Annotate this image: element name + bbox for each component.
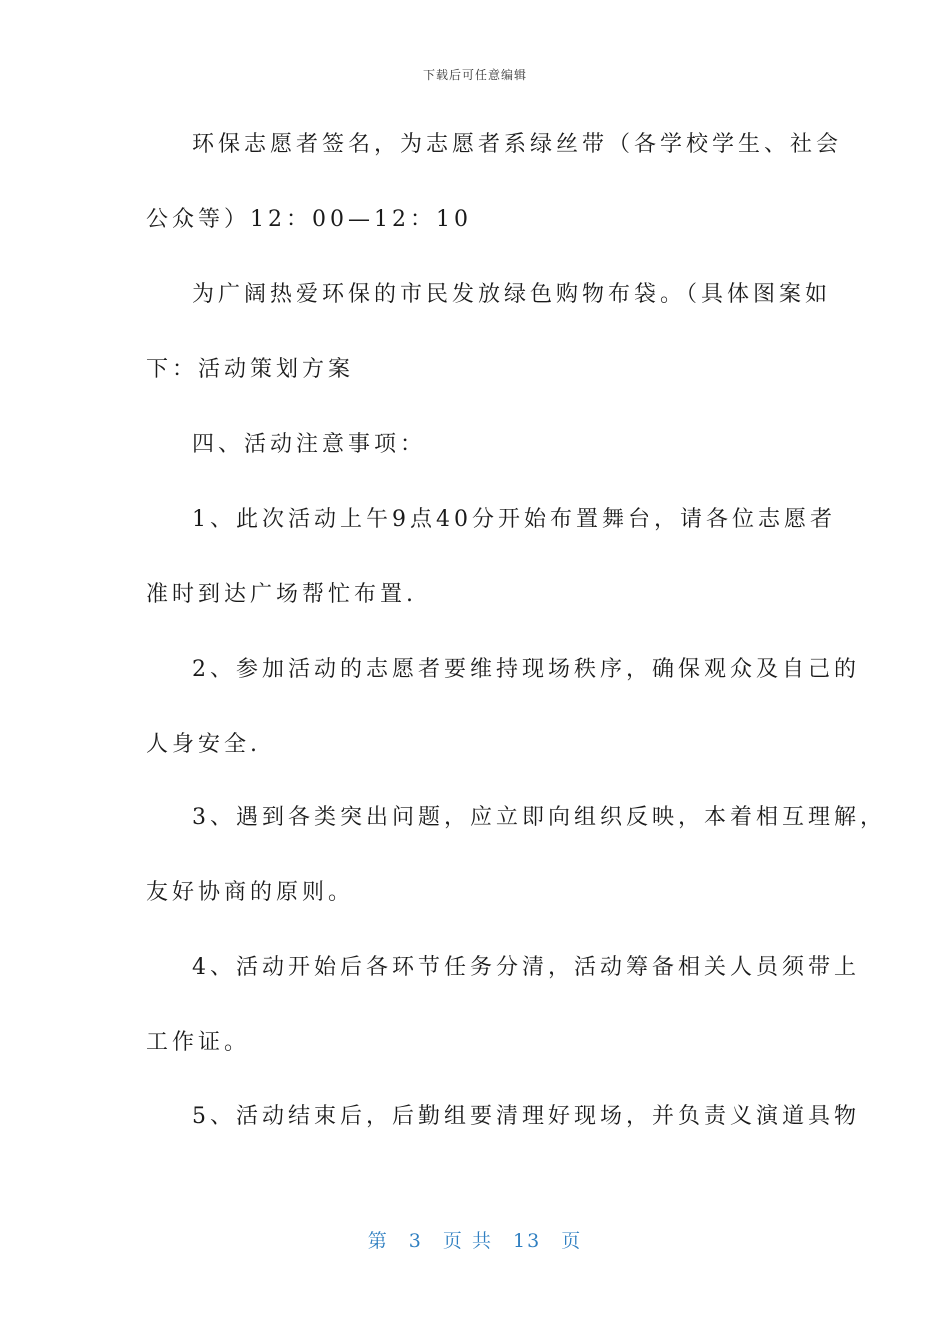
paragraph-line: 公众等）12：00—12：10 <box>146 207 472 232</box>
paragraph-line: 环保志愿者签名，为志愿者系绿丝带（各学校学生、社会 <box>192 132 843 157</box>
footer-middle: 页 共 <box>442 1230 493 1252</box>
paragraph-line: 1、此次活动上午9点40分开始布置舞台，请各位志愿者 <box>192 507 836 532</box>
paragraph-line: 4、活动开始后各环节任务分清，活动筹备相关人员须带上 <box>192 955 860 980</box>
footer-current-page: 3 <box>408 1230 423 1252</box>
section-heading: 四、活动注意事项： <box>192 432 427 457</box>
header-note: 下载后可任意编辑 <box>422 68 527 82</box>
footer-suffix: 页 <box>561 1230 583 1252</box>
paragraph-line: 人身安全. <box>146 732 261 757</box>
paragraph-line: 友好协商的原则。 <box>146 880 355 905</box>
paragraph-line: 下：活动策划方案 <box>146 357 355 382</box>
paragraph-line: 为广阔热爱环保的市民发放绿色购物布袋。（具体图案如 <box>192 282 832 307</box>
paragraph-line: 3、遇到各类突出问题，应立即向组织反映，本着相互理解， <box>192 805 886 830</box>
paragraph-line: 准时到达广场帮忙布置. <box>146 582 417 607</box>
paragraph-line: 工作证。 <box>146 1030 251 1055</box>
footer-prefix: 第 <box>367 1230 389 1252</box>
footer-total-pages: 13 <box>513 1230 542 1252</box>
paragraph-line: 5、活动结束后，后勤组要清理好现场，并负责义演道具物 <box>192 1104 860 1129</box>
paragraph-line: 2、参加活动的志愿者要维持现场秩序，确保观众及自己的 <box>192 657 860 682</box>
page-footer <box>0 1226 950 1253</box>
